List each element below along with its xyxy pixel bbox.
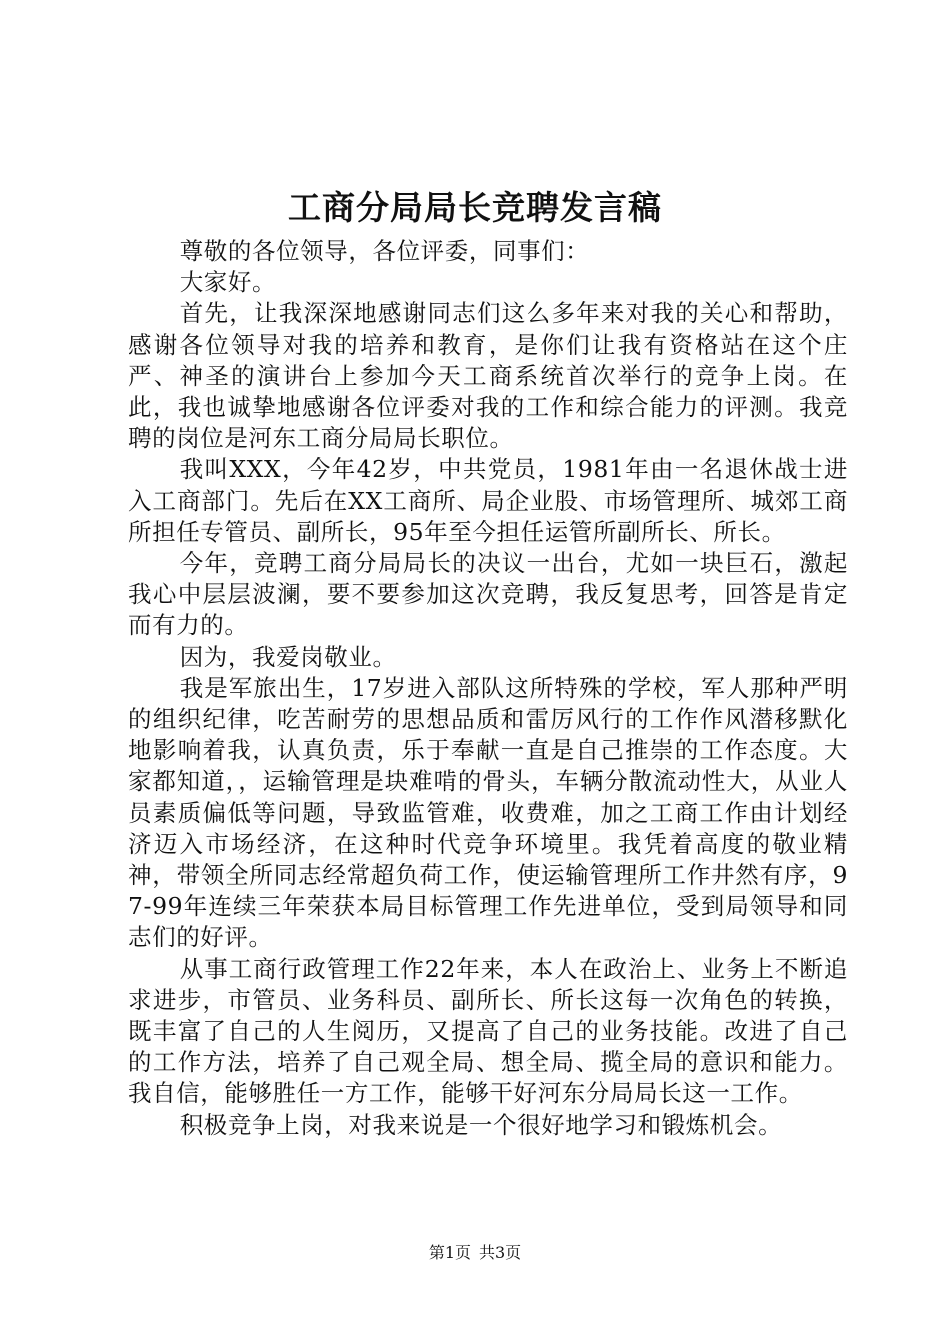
paragraph-introduction: 我叫XXX，今年42岁，中共党员，1981年由一名退休战士进入工商部门。先后在XX工商所、局企业股、市场管理所、城郊工商所担任专管员、副所长，95年至今担任运管所副所长、所长。 [128, 455, 848, 546]
paragraph-experience: 从事工商行政管理工作22年来，本人在政治上、业务上不断追求进步，市管员、业务科员、副所长、所长这每一次角色的转换，既丰富了自己的人生阅历，又提高了自己的业务技能。改进了自己的工作方法，培养了自己观全局、想全局、揽全局的意识和能力。我自信，能够胜任一方工作，能够干好河东分局局长这一工作。 [128, 954, 848, 1108]
document-title: 工商分局局长竞聘发言稿 [288, 188, 662, 227]
paragraph-greeting: 大家好。 [179, 268, 277, 297]
paragraph-motivation: 今年，竞聘工商分局局长的决议一出台，尤如一块巨石，激起我心中层层波澜，要不要参加这次竞聘，我反复思考，回答是肯定而有力的。 [128, 549, 848, 640]
paragraph-reason: 因为，我爱岗敬业。 [179, 642, 397, 671]
page-footer [0, 1242, 950, 1264]
paragraph-opportunity: 积极竞争上岗，对我来说是一个很好地学习和锻炼机会。 [179, 1110, 783, 1139]
page-total: 共3页 [479, 1243, 522, 1262]
document-body [128, 236, 848, 1141]
page-number: 第1页 [428, 1243, 471, 1262]
paragraph-thanks: 首先，让我深深地感谢同志们这么多年来对我的关心和帮助，感谢各位领导对我的培养和教育，是你们让我有资格站在这个庄严、神圣的演讲台上参加今天工商系统首次举行的竞争上岗。在此，我也诚挚地感谢各位评委对我的工作和综合能力的评测。我竞聘的岗位是河东工商分局局长职位。 [128, 299, 848, 453]
paragraph-salutation: 尊敬的各位领导，各位评委，同事们： [179, 237, 590, 265]
paragraph-military-background: 我是军旅出生，17岁进入部队这所特殊的学校，军人那种严明的组织纪律，吃苦耐劳的思想品质和雷厉风行的工作作风潜移默化地影响着我，认真负责，乐于奉献一直是自己推崇的工作态度。大家都知道，，运输管理是块难啃的骨头，车辆分散流动性大，从业人员素质偏低等问题，导致监管难，收费难，加之工商工作由计划经济迈入市场经济，在这种时代竞争环境里。我凭着高度的敬业精神，带领全所同志经常超负荷工作，使运输管理所工作井然有序，97-99年连续三年荣获本局目标管理工作先进单位，受到局领导和同志们的好评。 [128, 673, 848, 952]
